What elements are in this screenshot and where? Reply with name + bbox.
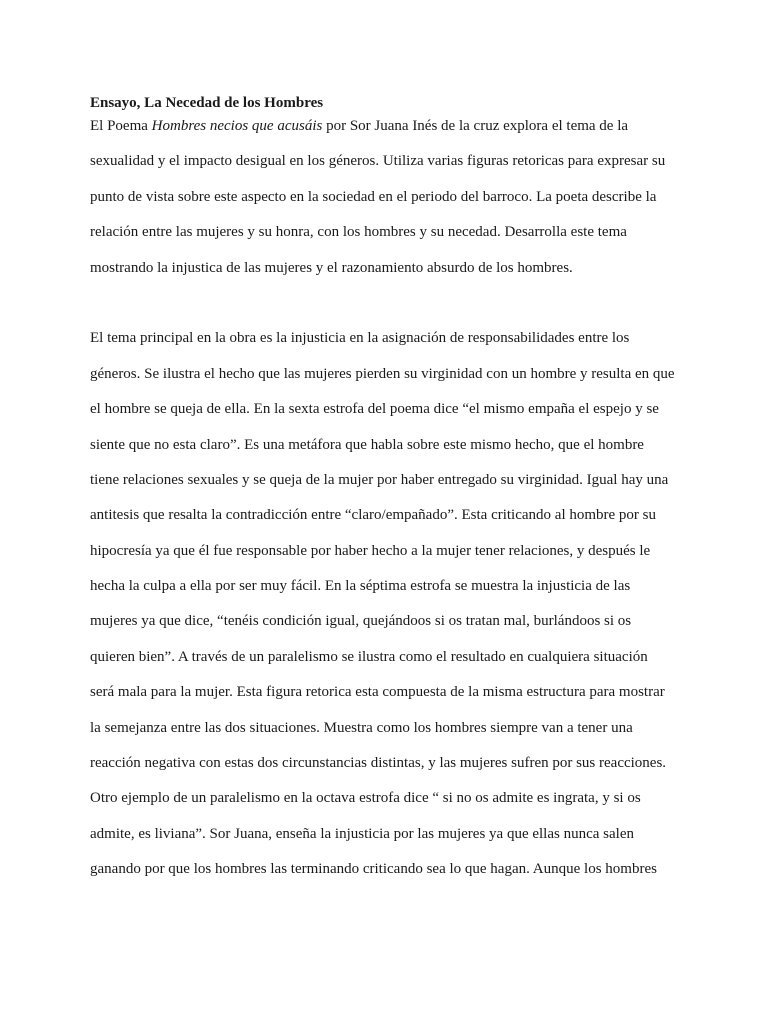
paragraph-line: El tema principal en la obra es la injusticia en la asignación de responsabilidades entre los [90,330,630,347]
paragraph-line: reacción negativa con estas dos circunstancias distintas, y las mujeres sufren por sus reacciones. [90,755,667,772]
paragraph-1 [90,115,690,292]
paragraph-line: punto de vista sobre este aspecto en la sociedad en el periodo del barroco. La poeta describe la [90,188,657,205]
essay-title: Ensayo, La Necedad de los Hombres [90,95,324,111]
paragraph-line: antitesis que resalta la contradicción entre “claro/empañado”. Esta criticando al hombre por su [90,507,657,524]
paragraph-line: Otro ejemplo de un paralelismo en la octava estrofa dice “ si no os admite es ingrata, y si os [90,790,641,807]
text-run: por Sor Juana Inés de la cruz explora el tema de la [322,118,629,134]
paragraph-line [90,115,690,150]
paragraph-line: el hombre se queja de ella. En la sexta estrofa del poema dice “el mismo empaña el espejo y se [90,401,659,418]
paragraph-line: ganando por que los hombres las terminando criticando sea lo que hagan. Aunque los hombres [90,861,657,878]
paragraph-2 [90,327,690,893]
paragraph-line: sexualidad y el impacto desigual en los géneros. Utiliza varias figuras retoricas para expresar su [90,153,666,170]
paragraph-line: mostrando la injustica de las mujeres y el razonamiento absurdo de los hombres. [90,259,573,276]
paragraph-line: mujeres ya que dice, “tenéis condición igual, quejándoos si os tratan mal, burlándoos si os [90,613,632,630]
paragraph-spacer [90,292,690,327]
paragraph-line: siente que no esta claro”. Es una metáfora que habla sobre este mismo hecho, que el hombre [90,436,644,453]
text-run: El Poema [90,118,152,134]
document-body [90,92,690,894]
paragraph-line: hipocresía ya que él fue responsable por haber hecho a la mujer tener relaciones, y después le [90,542,651,559]
paragraph-line: la semejanza entre las dos situaciones. Muestra como los hombres siempre van a tener una [90,719,633,736]
paragraph-line: admite, es liviana”. Sor Juana, enseña la injusticia por las mujeres ya que ellas nunca salen [90,825,634,842]
poem-title: Hombres necios que acusáis [151,118,323,134]
paragraph-line: relación entre las mujeres y su honra, con los hombres y su necedad. Desarrolla este tema [90,224,627,241]
paragraph-line: será mala para la mujer. Esta figura retorica esta compuesta de la misma estructura para mostrar [90,684,665,701]
paragraph-line: quieren bien”. A través de un paralelismo se ilustra como el resultado en cualquiera situación [90,648,648,665]
paragraph-line: géneros. Se ilustra el hecho que las mujeres pierden su virginidad con un hombre y resulta en que [90,365,675,382]
paragraph-line: tiene relaciones sexuales y se queja de la mujer por haber entregado su virginidad. Igual hay una [90,471,669,488]
paragraph-line: hecha la culpa a ella por ser muy fácil. En la séptima estrofa se muestra la injusticia de las [90,578,631,595]
